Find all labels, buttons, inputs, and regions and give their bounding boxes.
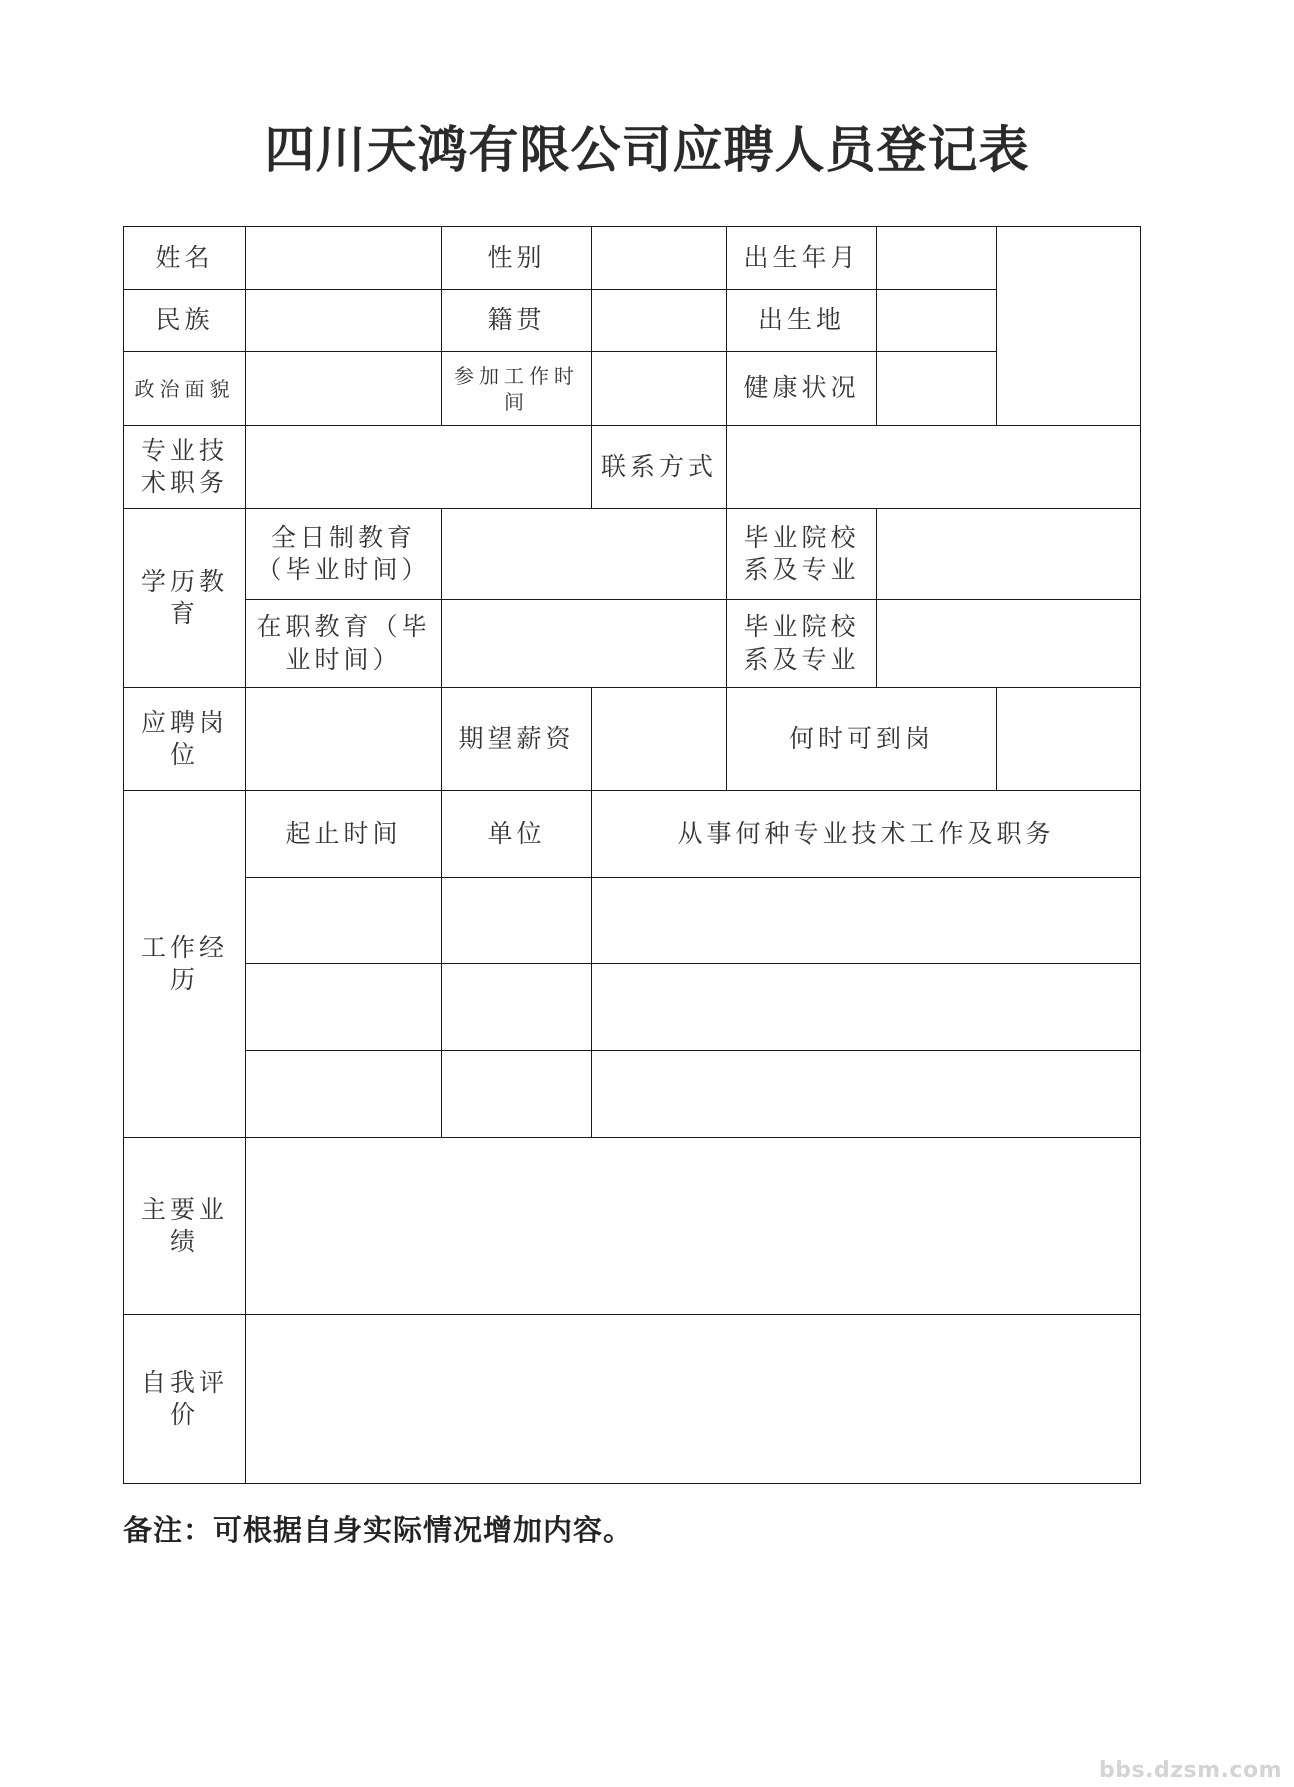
fulltime-edu-field[interactable]	[442, 509, 727, 600]
school-major-label-1: 毕业院校系及专业	[727, 509, 877, 600]
position-field[interactable]	[246, 688, 442, 791]
photo-box[interactable]	[997, 227, 1141, 426]
work-period-field[interactable]	[246, 964, 442, 1051]
contact-field[interactable]	[727, 426, 1141, 509]
school-major-label-2: 毕业院校系及专业	[727, 600, 877, 688]
name-label: 姓名	[124, 227, 246, 290]
work-history-label: 工作经历	[124, 791, 246, 1138]
birth-date-label: 出生年月	[727, 227, 877, 290]
available-label: 何时可到岗	[727, 688, 997, 791]
native-place-label: 籍贯	[442, 290, 592, 352]
work-duties-field[interactable]	[592, 964, 1141, 1051]
professional-title-field[interactable]	[246, 426, 592, 509]
contact-label: 联系方式	[592, 426, 727, 509]
fulltime-edu-label: 全日制教育（毕业时间）	[246, 509, 442, 600]
education-label: 学历教育	[124, 509, 246, 688]
native-place-field[interactable]	[592, 290, 727, 352]
work-employer-field[interactable]	[442, 964, 592, 1051]
registration-form	[123, 226, 1141, 1484]
work-period-field[interactable]	[246, 878, 442, 964]
self-eval-field[interactable]	[246, 1315, 1141, 1484]
work-start-label: 参加工作时间	[442, 352, 592, 426]
gender-field[interactable]	[592, 227, 727, 290]
inservice-edu-field[interactable]	[442, 600, 727, 688]
work-period-field[interactable]	[246, 1051, 442, 1138]
professional-title-label: 专业技术职务	[124, 426, 246, 509]
work-employer-field[interactable]	[442, 1051, 592, 1138]
salary-field[interactable]	[592, 688, 727, 791]
political-status-field[interactable]	[246, 352, 442, 426]
work-start-field[interactable]	[592, 352, 727, 426]
period-header: 起止时间	[246, 791, 442, 878]
birthplace-field[interactable]	[877, 290, 997, 352]
achievements-label: 主要业绩	[124, 1138, 246, 1315]
duties-header: 从事何种专业技术工作及职务	[592, 791, 1141, 878]
self-eval-label: 自我评价	[124, 1315, 246, 1484]
work-duties-field[interactable]	[592, 878, 1141, 964]
health-field[interactable]	[877, 352, 997, 426]
watermark: bbs.dzsm.com	[1099, 1758, 1282, 1783]
position-label: 应聘岗位	[124, 688, 246, 791]
work-duties-field[interactable]	[592, 1051, 1141, 1138]
name-field[interactable]	[246, 227, 442, 290]
gender-label: 性别	[442, 227, 592, 290]
achievements-field[interactable]	[246, 1138, 1141, 1315]
birthplace-label: 出生地	[727, 290, 877, 352]
political-status-label: 政治面貌	[124, 352, 246, 426]
inservice-edu-label: 在职教育（毕业时间）	[246, 600, 442, 688]
ethnicity-field[interactable]	[246, 290, 442, 352]
available-field[interactable]	[997, 688, 1141, 791]
work-employer-field[interactable]	[442, 878, 592, 964]
ethnicity-label: 民族	[124, 290, 246, 352]
employer-header: 单位	[442, 791, 592, 878]
health-label: 健康状况	[727, 352, 877, 426]
school-major-field-2[interactable]	[877, 600, 1141, 688]
birth-date-field[interactable]	[877, 227, 997, 290]
footnote: 备注：可根据自身实际情况增加内容。	[123, 1513, 634, 1547]
school-major-field-1[interactable]	[877, 509, 1141, 600]
salary-label: 期望薪资	[442, 688, 592, 791]
form-title: 四川天鸿有限公司应聘人员登记表	[264, 120, 1030, 179]
